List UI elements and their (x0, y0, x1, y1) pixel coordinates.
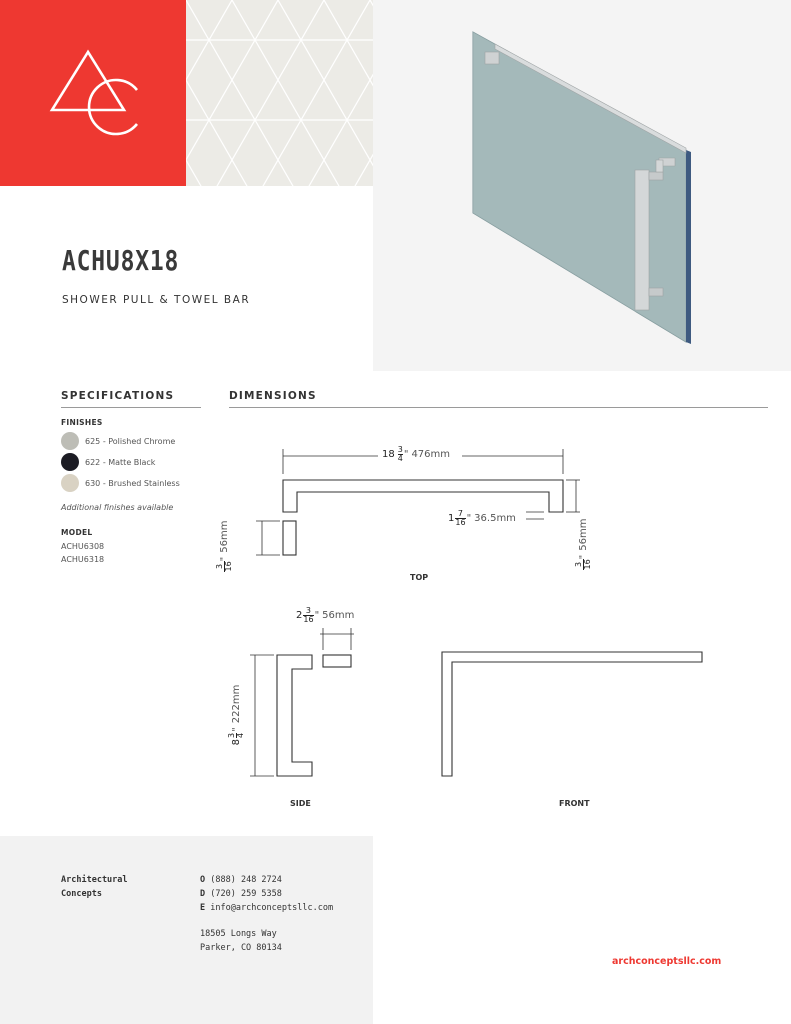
post-height-label-left: 3 16 " 56mm (214, 520, 233, 572)
front-view-label: FRONT (559, 799, 590, 808)
finishes-note: Additional finishes available (61, 503, 174, 512)
product-title: ACHU8X18 (62, 244, 180, 277)
side-view-label: SIDE (290, 799, 311, 808)
finish-label: 625 - Polished Chrome (85, 436, 176, 446)
post-height-label-right: 3 16 " 56mm (573, 518, 592, 570)
phone-direct: D (720) 259 5358 (200, 889, 282, 899)
side-height-label: 8 3 4 " 222mm (226, 684, 245, 746)
finish-label: 622 - Matte Black (85, 457, 156, 467)
contact-block (200, 873, 333, 915)
depth-label: 1 7 16 " 36.5mm (448, 509, 516, 527)
model-item: ACHU6308 (61, 542, 105, 551)
top-view-label: TOP (410, 573, 429, 582)
overall-width-label: 18 3 4 " 476mm (382, 445, 451, 463)
model-heading: MODEL (61, 528, 93, 537)
side-width-label: 2 3 16 " 56mm (296, 606, 355, 624)
specifications-heading: SPECIFICATIONS (61, 390, 175, 402)
finishes-heading: FINISHES (61, 418, 103, 427)
email-link[interactable]: E info@archconceptsllc.com (200, 903, 334, 913)
website-link[interactable]: archconceptsllc.com (612, 956, 722, 967)
finish-label: 630 - Brushed Stainless (85, 478, 180, 488)
model-item: ACHU6318 (61, 555, 105, 564)
product-subtitle: SHOWER PULL & TOWEL BAR (62, 294, 251, 306)
phone-office: O (888) 248 2724 (200, 875, 282, 885)
footer-panel (0, 836, 373, 1024)
address-block: 18505 Longs Way Parker, CO 80134 (200, 929, 282, 953)
dimensions-heading: DIMENSIONS (229, 390, 317, 402)
company-name: Architectural Concepts (61, 875, 128, 899)
